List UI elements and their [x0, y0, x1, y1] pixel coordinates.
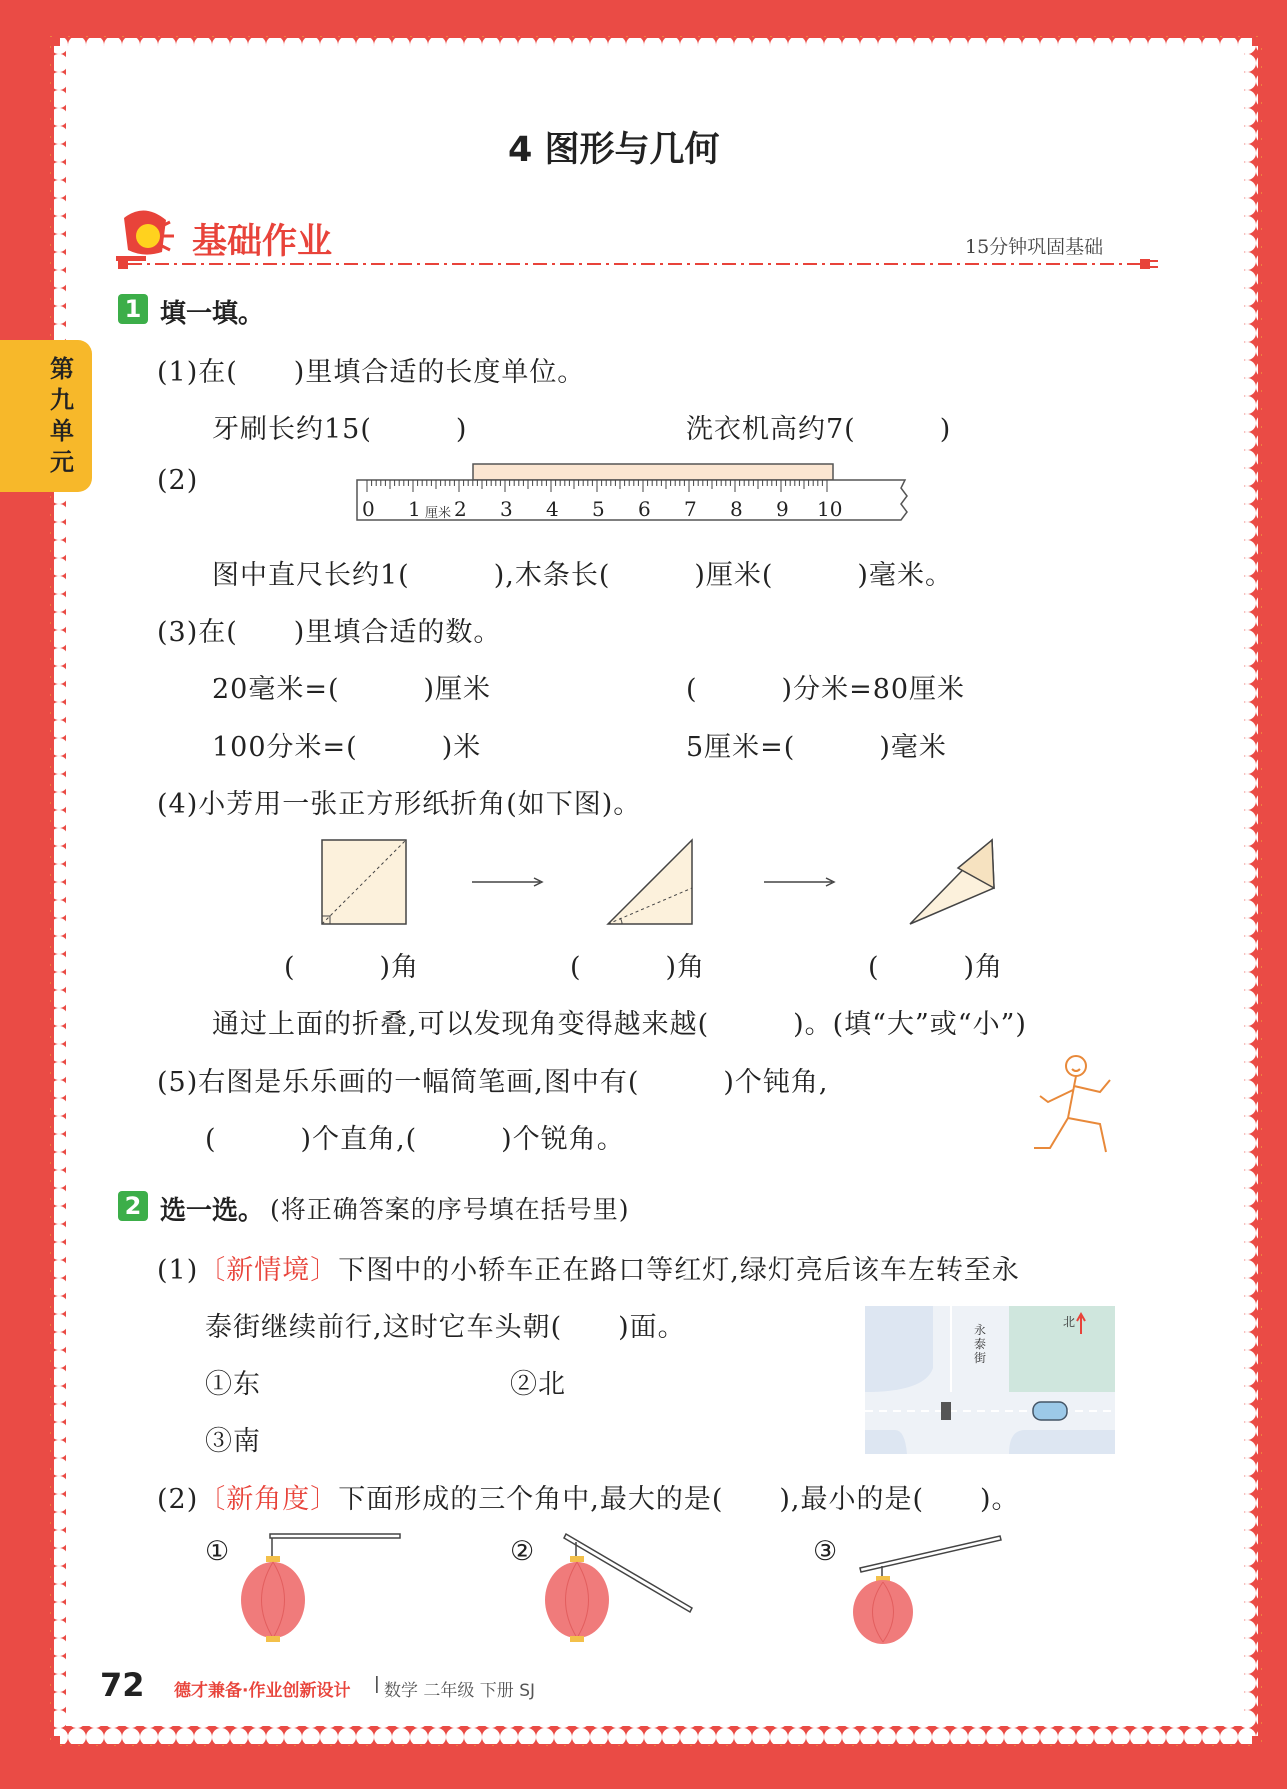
ruler-number: 10 — [817, 497, 843, 521]
q1-part4-stem: (4)小芳用一张正方形纸折角(如下图)。 — [157, 789, 642, 820]
ruler-figure — [355, 462, 917, 530]
q1-part2-text: 图中直尺长约1( ),木条长( )厘米( )毫米。 — [212, 560, 953, 591]
ruler-number: 6 — [638, 497, 651, 521]
ruler-number: 8 — [730, 497, 743, 521]
question-2-number: 2 — [118, 1191, 148, 1221]
q1-part3-d: 5厘米=( )毫米 — [686, 732, 947, 763]
footer-info: 数学 二年级 下册 SJ — [384, 1681, 536, 1701]
lantern-label-2: ② — [510, 1536, 536, 1567]
ruler-number: 3 — [500, 497, 513, 521]
q1-part1-b: 洗衣机高约7( ) — [686, 414, 952, 445]
q2-part1-option1: ①东 — [205, 1369, 261, 1400]
street-map — [865, 1306, 1115, 1454]
bell-icon — [114, 206, 186, 264]
ruler-number: 7 — [684, 497, 697, 521]
question-1-title: 填一填。 — [160, 299, 265, 329]
map-north-label: 北 — [1063, 1315, 1076, 1329]
ruler-unit-label: 厘米 — [425, 506, 452, 521]
ruler-number: 0 — [362, 497, 375, 521]
ruler-number: 1 — [408, 497, 421, 521]
q1-part3-stem: (3)在( )里填合适的数。 — [157, 617, 502, 648]
q1-part4-conclusion: 通过上面的折叠,可以发现角变得越来越( )。(填“大”或“小”) — [212, 1009, 1027, 1040]
traffic-light-icon — [941, 1402, 951, 1420]
q1-part3-b: ( )分米=80厘米 — [686, 674, 966, 705]
q2-part1-option2: ②北 — [510, 1369, 566, 1400]
car-icon — [1033, 1402, 1067, 1420]
ruler-number: 9 — [776, 497, 789, 521]
q1-part1-a: 牙刷长约15( ) — [212, 414, 468, 445]
lantern-figure-3 — [840, 1530, 1020, 1650]
ruler-number: 4 — [546, 497, 559, 521]
q1-part4-blank1: ( )角 — [284, 952, 420, 983]
q1-part5-line1: (5)右图是乐乐画的一幅简笔画,图中有( )个钝角, — [157, 1067, 829, 1098]
lantern-label-3: ③ — [813, 1536, 839, 1567]
question-2-title: 选一选。 — [160, 1196, 265, 1226]
page-number: 72 — [100, 1666, 145, 1704]
footer-divider: | — [374, 1674, 380, 1694]
q2-part2-num: (2) — [157, 1484, 199, 1515]
q1-part3-c: 100分米=( )米 — [212, 732, 482, 763]
ruler-number: 2 — [454, 497, 467, 521]
q1-part2-label: (2) — [157, 465, 199, 496]
triangle-paper — [608, 840, 692, 924]
ruler-number: 5 — [592, 497, 605, 521]
section-divider — [118, 258, 1158, 270]
lantern-label-1: ① — [205, 1536, 231, 1567]
lantern-figure-2 — [536, 1530, 716, 1650]
folding-figures — [318, 838, 1008, 930]
footer-brand: 德才兼备·作业创新设计 — [174, 1681, 351, 1701]
page-title: 4 图形与几何 — [508, 130, 720, 170]
q2-part2-tag: 〔新角度〕 — [198, 1484, 339, 1515]
q1-part3-a: 20毫米=( )厘米 — [212, 674, 492, 705]
q1-part5-line2: ( )个直角,( )个锐角。 — [205, 1124, 625, 1155]
question-2-note: (将正确答案的序号填在括号里) — [270, 1195, 630, 1224]
q2-part1-num: (1) — [157, 1255, 199, 1286]
square-paper — [322, 840, 406, 924]
q2-part1-line1: 下图中的小轿车正在路口等红灯,绿灯亮后该车左转至永 — [338, 1255, 1020, 1286]
map-street-label: 永泰街 — [974, 1323, 987, 1365]
unit-tab-label: 第九单元 — [50, 355, 74, 476]
question-1-number: 1 — [118, 294, 148, 324]
q2-part1-option3: ③南 — [205, 1426, 261, 1457]
q1-part4-blank2: ( )角 — [570, 952, 706, 983]
unit-tab — [0, 340, 92, 492]
stick-figure-drawing — [1030, 1052, 1122, 1156]
section-title: 基础作业 — [192, 222, 333, 262]
q2-part2-line: 下面形成的三个角中,最大的是( ),最小的是( )。 — [338, 1484, 1020, 1515]
q2-part1-line2: 泰街继续前行,这时它车头朝( )面。 — [205, 1312, 686, 1343]
q1-part1-stem: (1)在( )里填合适的长度单位。 — [157, 357, 586, 388]
section-subtitle: 15分钟巩固基础 — [965, 236, 1104, 258]
q2-part1-tag: 〔新情境〕 — [198, 1255, 339, 1286]
lantern-figure-1 — [230, 1530, 410, 1650]
q1-part4-blank3: ( )角 — [868, 952, 1004, 983]
wood-strip — [473, 464, 833, 480]
